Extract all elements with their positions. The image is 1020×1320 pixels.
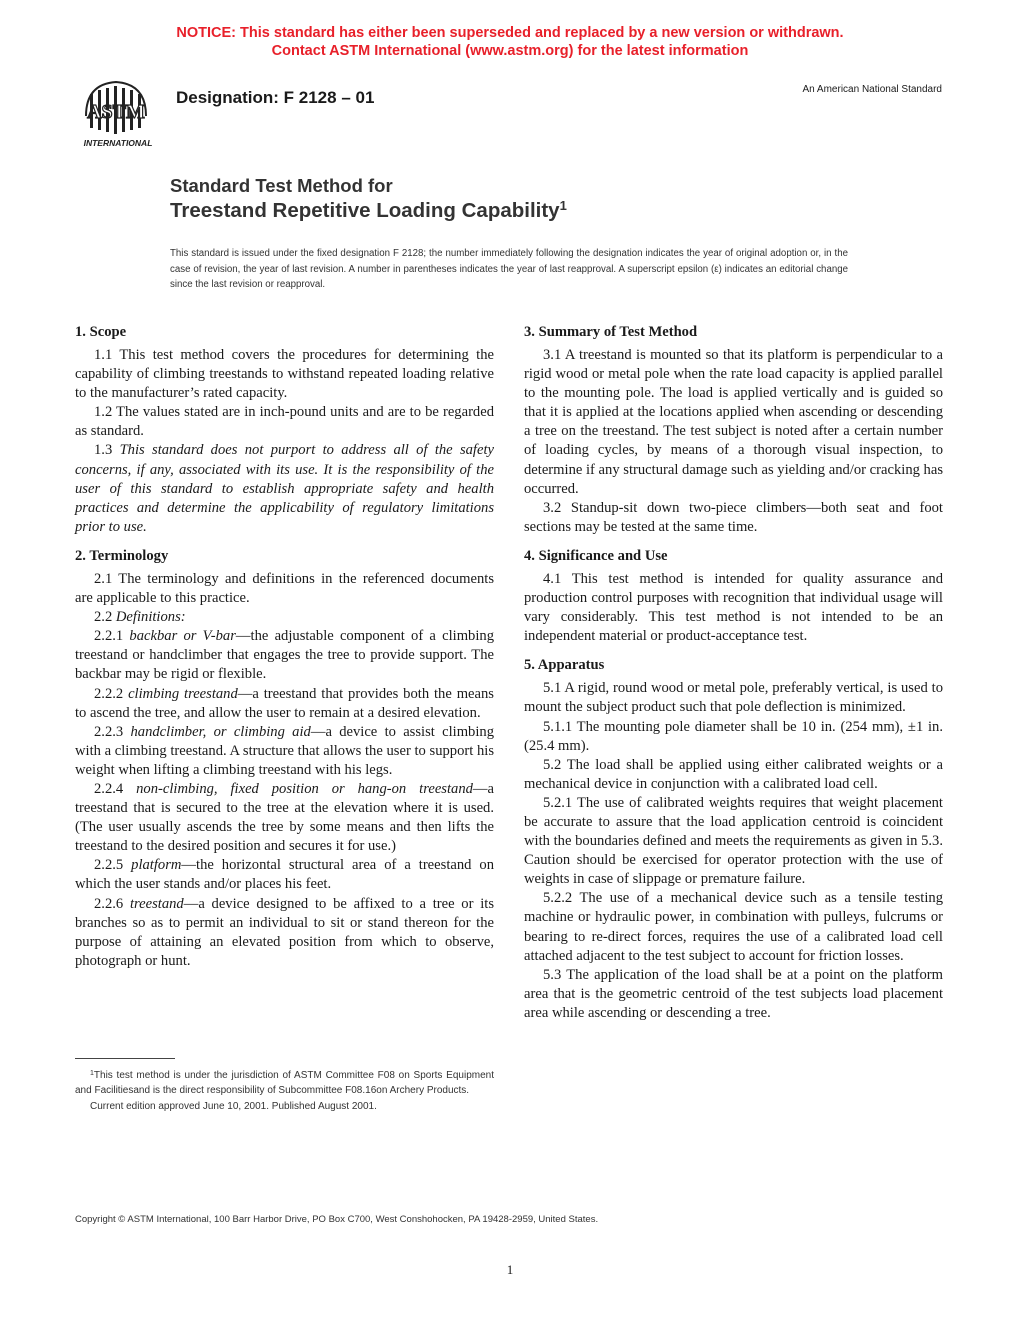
- definition-text: —the adjustable component of a climbing treestand or handclimber that engages the tree to provide support. The backbar may be rigid or flexible.: [75, 628, 494, 683]
- summary-heading: 3. Summary of Test Method: [524, 324, 698, 340]
- definition-2-2-1: [75, 627, 494, 684]
- scope-heading: 1. Scope: [75, 324, 127, 340]
- para-5-1: 5.1 A rigid, round wood or metal pole, preferably vertical, is used to mount the subject product such that pole deflection is minimized.: [524, 680, 943, 716]
- document-title: [170, 174, 567, 224]
- para-3-1: 3.1 A treestand is mounted so that its platform is perpendicular to a rigid wood or metal pole when the rate load capacity is applied parallel to the mounting pole. The load is applied vertically and is guided so that it is applied at the locations applied when ascending or descending a tree on the treestand. The test subject is noted after a certain number of loading cycles, by means of a thorough visual inspection, to determine if any structural damage such as yielding and/or cracking has occurred.: [524, 347, 944, 497]
- definition-term: platform: [131, 857, 182, 874]
- para-2-2-text: Definitions:: [115, 609, 186, 626]
- definition-num: 2.2.6: [94, 895, 130, 912]
- definition-text: —a treestand that is secured to the tree at the elevation where it is used. (The user usually ascends the tree by some means and then lifts the treestand to the desired position and secures it for use.): [75, 780, 494, 855]
- significance-heading: 4. Significance and Use: [524, 547, 668, 564]
- definition-term: treestand: [129, 895, 184, 912]
- definition-2-2-2: [75, 685, 494, 723]
- para-2-2-num: 2.2: [94, 609, 116, 626]
- notice-line-2: Contact ASTM International (www.astm.org) for the latest information: [271, 43, 749, 59]
- definition-text: —a treestand that provides both the means to ascend the tree, and allow the user to remain at a desired elevation.: [75, 685, 494, 721]
- footnote: [75, 1068, 494, 1114]
- definition-num: 2.2.1: [94, 628, 130, 645]
- footnote-1: [75, 1068, 494, 1099]
- logo-subtext: INTERNATIONAL: [83, 138, 153, 148]
- copyright: Copyright © ASTM International, 100 Barr Harbor Drive, PO Box C700, West Conshohocken, PA 19428-2959, United States.: [75, 1214, 599, 1225]
- left-column: [75, 322, 494, 971]
- footnote-1-text: This test method is under the jurisdiction of ASTM Committee F08 on Sports Equipment and Facilitiesand is the direct responsibility of Subcommittee F08.16on Archery Products.: [75, 1070, 494, 1097]
- definition-num: 2.2.5: [94, 857, 132, 874]
- definition-num: 2.2.3: [94, 723, 131, 740]
- american-national-standard: An American National Standard: [802, 84, 942, 95]
- footnote-mark: 1: [90, 1070, 94, 1077]
- definition-2-2-6: [75, 895, 494, 971]
- definition-2-2-3: [75, 723, 494, 780]
- definition-2-2-4: [75, 780, 494, 856]
- title-line-1: Standard Test Method for: [170, 175, 393, 196]
- definition-2-2-5: [75, 856, 494, 894]
- para-2-1: 2.1 The terminology and definitions in the referenced documents are applicable to this practice.: [75, 570, 494, 607]
- definition-text: —a device to assist climbing with a climbing treestand. A structure that allows the user to support his weight when lifting a climbing treestand with his legs.: [75, 723, 494, 778]
- terminology-heading: 2. Terminology: [75, 547, 169, 564]
- para-1-1: 1.1 This test method covers the procedures for determining the capability of climbing treestands to withstand repeated loading relative to the manufacturer’s rated capacity.: [75, 347, 494, 402]
- para-5-3: 5.3 The application of the load shall be at a point on the platform area that is the geometric centroid of the test subjects load placement area while ascending or descending a tree.: [524, 966, 943, 1021]
- footnote-edition: Current edition approved June 10, 2001. Published August 2001.: [90, 1100, 377, 1112]
- definition-text: —a device designed to be affixed to a tree or its branches so as to permit an individual to sit or stand thereon for the purpose of attaining an elevated position from which to observe, photograph or hunt.: [75, 895, 494, 969]
- para-5-2-2: 5.2.2 The use of a mechanical device such as a tensile testing machine or hydraulic power, in combination with pulleys, fulcrums or bearing to re-direct forces, requires the use of a calibrated load cell attached adjacent to the test subject to account for friction losses.: [524, 890, 943, 964]
- definition-term: backbar or V-bar: [129, 628, 236, 645]
- para-1-3: [75, 441, 494, 536]
- withdrawal-notice: [0, 24, 1020, 60]
- definition-term: handclimber, or climbing aid: [130, 723, 311, 740]
- para-5-1-1: 5.1.1 The mounting pole diameter shall be 10 in. (254 mm), ±1 in. (25.4 mm).: [524, 718, 943, 754]
- para-5-2: 5.2 The load shall be applied using either calibrated weights or a mechanical device in conjunction with a calibrated load cell.: [524, 756, 943, 792]
- notice-line-1: NOTICE: This standard has either been superseded and replaced by a new version or withdrawn.: [176, 25, 844, 41]
- definition-num: 2.2.4: [94, 780, 137, 797]
- logo-letters: ASTM: [87, 101, 145, 123]
- definition-term: non-climbing, fixed position or hang-on treestand: [136, 780, 473, 797]
- title-footnote-mark: 1: [559, 198, 567, 213]
- para-1-3-num: 1.3: [94, 442, 120, 459]
- page-number: 1: [506, 1262, 514, 1277]
- para-1-2: 1.2 The values stated are in inch-pound units and are to be regarded as standard.: [75, 404, 494, 440]
- designation: Designation: F 2128 – 01: [176, 88, 375, 107]
- astm-logo: [76, 76, 160, 150]
- definition-term: climbing treestand: [128, 685, 238, 702]
- title-line-2: Treestand Repetitive Loading Capability: [170, 199, 560, 222]
- para-4-1: 4.1 This test method is intended for quality assurance and production control purposes with recognition that individual usage will vary considerably. This test method is not intended to be an independent material or product-acceptance test.: [524, 570, 943, 645]
- para-2-2: [75, 608, 494, 627]
- para-3-2: 3.2 Standup-sit down two-piece climbers—both seat and foot sections may be tested at the same time.: [524, 499, 943, 535]
- apparatus-heading: 5. Apparatus: [524, 657, 605, 674]
- definition-num: 2.2.2: [94, 685, 129, 702]
- preamble: This standard is issued under the fixed designation F 2128; the number immediately following the designation indicates the year of original adoption or, in the case of revision, the year of last revision. A number in parentheses indicates the year of last reapproval. A superscript epsilon (ε) indicates an editorial change since the last revision or reapproval.: [170, 248, 848, 290]
- footnote-rule: [75, 1058, 175, 1059]
- para-5-2-1: 5.2.1 The use of calibrated weights requires that weight placement be accurate to assure that the load application centroid is coincident with the boundaries defined and meets the requirements as given in 5.3. Caution should be exercised for operator protection with the use of weights in case of slippage or premature failure.: [524, 794, 943, 888]
- definition-text: —the horizontal structural area of a treestand on which the user stands and/or places his feet.: [75, 857, 494, 893]
- para-1-3-text: This standard does not purport to address all of the safety concerns, if any, associated with its use. It is the responsibility of the user of this standard to establish appropriate safety and health practices and determine the applicability of regulatory limitations prior to use.: [75, 442, 494, 535]
- right-column: [524, 322, 943, 1023]
